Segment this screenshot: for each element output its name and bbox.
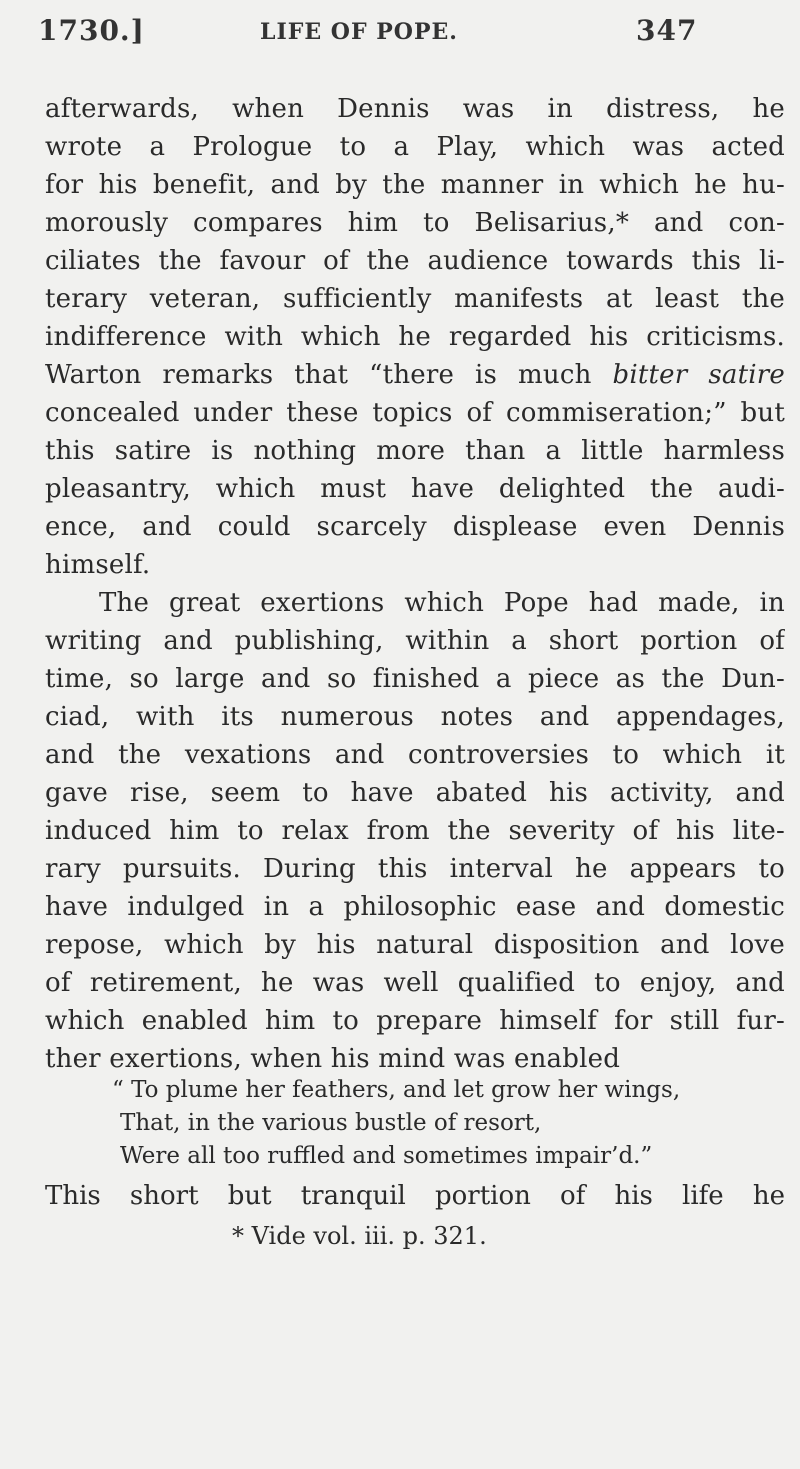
text-line: terary veteran, sufficiently manifests at least the: [45, 284, 785, 314]
text-line: which enabled him to prepare himself for still fur-: [45, 1006, 785, 1036]
text-line: this satire is nothing more than a little harmless: [45, 436, 785, 466]
running-title: LIFE OF POPE.: [260, 19, 458, 45]
verse-line: “ To plume her feathers, and let grow her wings,: [112, 1077, 681, 1103]
text-line: wrote a Prologue to a Play, which was acted: [45, 132, 785, 162]
header-year: 1730.]: [38, 14, 145, 47]
text-line: ciad, with its numerous notes and appendages,: [45, 702, 785, 732]
page-number: 347: [636, 14, 698, 47]
text-line: repose, which by his natural disposition and love: [45, 930, 785, 960]
verse-quotation: [112, 1074, 712, 1173]
text-line: gave rise, seem to have abated his activity, and: [45, 778, 785, 808]
text-line: writing and publishing, within a short portion of: [45, 626, 785, 656]
text-line: time, so large and so finished a piece as the Dun-: [45, 664, 785, 694]
running-header: [0, 0, 800, 70]
continuation-line: This short but tranquil portion of his life he: [45, 1181, 785, 1211]
text-line: concealed under these topics of commiseration;” but: [45, 398, 785, 428]
verse-line: Were all too ruffled and sometimes impair’d.”: [120, 1143, 653, 1169]
text-fragment: Warton remarks that “there is much: [45, 360, 613, 390]
text-line: induced him to relax from the severity of his lite-: [45, 816, 785, 846]
text-line: and the vexations and controversies to which it: [45, 740, 785, 770]
text-line: pleasantry, which must have delighted the audi-: [45, 474, 785, 504]
body-text: [45, 90, 785, 1078]
text-line: for his benefit, and by the manner in which he hu-: [45, 170, 785, 200]
paragraph-start-line: The great exertions which Pope had made, in: [99, 588, 785, 618]
text-line: morously compares him to Belisarius,* and con-: [45, 208, 785, 238]
text-line: afterwards, when Dennis was in distress, he: [45, 94, 785, 124]
text-line: ciliates the favour of the audience towards this li-: [45, 246, 785, 276]
italic-phrase: bitter satire: [612, 360, 785, 390]
verse-line: That, in the various bustle of resort,: [120, 1110, 542, 1136]
text-line-with-italic: [45, 356, 785, 394]
text-line: ther exertions, when his mind was enabled: [45, 1044, 621, 1074]
text-line: himself.: [45, 550, 151, 580]
text-line: ence, and could scarcely displease even Dennis: [45, 512, 785, 542]
footnote: * Vide vol. iii. p. 321.: [232, 1222, 487, 1250]
text-line: of retirement, he was well qualified to enjoy, and: [45, 968, 785, 998]
text-line: have indulged in a philosophic ease and domestic: [45, 892, 785, 922]
text-line: rary pursuits. During this interval he appears to: [45, 854, 785, 884]
text-line: indifference with which he regarded his criticisms.: [45, 322, 785, 352]
